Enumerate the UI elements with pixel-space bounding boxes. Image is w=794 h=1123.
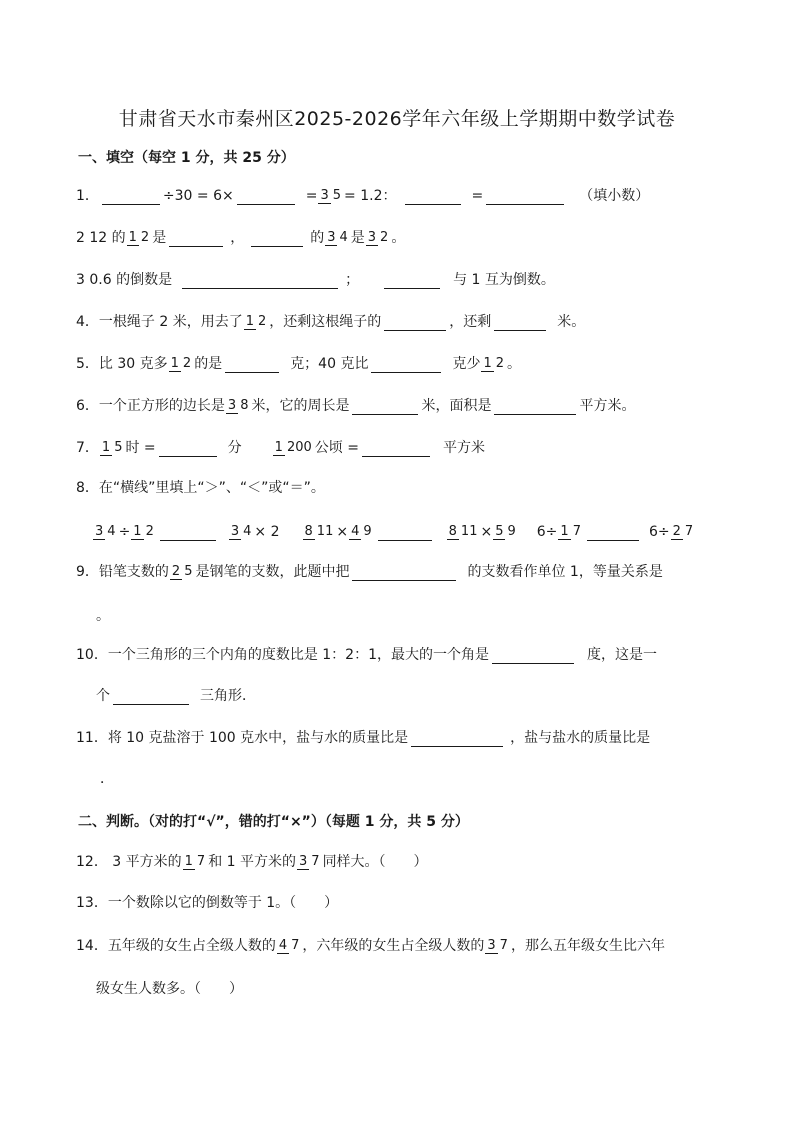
question-7 [76, 434, 485, 462]
question-text: 10．一个三角形的三个内角的度数比是 1：2：1，最大的一个角是 [76, 647, 489, 663]
question-number: 1． [76, 188, 99, 204]
question-text: 8．在“横线”里填上“＞”、“＜”或“＝”。 [76, 480, 325, 496]
answer-blank[interactable] [411, 730, 503, 747]
operator: ÷ [118, 524, 131, 540]
answer-blank[interactable] [405, 188, 461, 205]
answer-blank[interactable] [384, 272, 440, 289]
question-1 [76, 182, 649, 210]
question-text: 6．一个正方形的边长是 [76, 398, 225, 414]
answer-blank[interactable] [102, 188, 160, 205]
fraction: 1 2 [170, 356, 192, 371]
operator: × [336, 524, 349, 540]
answer-blank[interactable] [494, 314, 546, 331]
question-text: 平方米。 [579, 398, 636, 414]
fraction: 3 4 [95, 524, 116, 539]
question-text: ，盐与盐水的质量比是 [510, 730, 651, 746]
answer-blank[interactable] [486, 188, 564, 205]
question-text: 公顷 = [314, 440, 359, 456]
fraction: 3 4 [327, 230, 348, 245]
question-text: 11．将 10 克盐溶于 100 克水中，盐与水的质量比是 [76, 730, 409, 746]
answer-blank[interactable] [237, 188, 295, 205]
fraction: 1 2 [483, 356, 505, 371]
question-text: 是钢笔的支数，此题中把 [195, 564, 350, 580]
question-text: 14．五年级的女生占全级人数的 [76, 938, 276, 954]
question-text: 是 [152, 230, 167, 246]
question-text: ，那么五年级女生比六年 [510, 938, 665, 954]
operator: × [480, 524, 493, 540]
answer-blank[interactable] [587, 524, 639, 541]
fraction: 1 2 [128, 230, 150, 245]
question-14-continuation: 级女生人数多。（ ） [96, 981, 243, 997]
question-text: 克少 [452, 356, 481, 372]
fraction: 1 5 [101, 440, 123, 455]
answer-blank[interactable] [492, 647, 574, 664]
fraction: 8 11 [304, 524, 334, 539]
question-text: 9．铅笔支数的 [76, 564, 169, 580]
answer-blank[interactable] [160, 524, 216, 541]
question-9-continuation: 。 [96, 608, 110, 624]
question-10 [76, 641, 657, 669]
question-text: ，还剩 [449, 314, 492, 330]
question-text: 。 [391, 230, 406, 246]
question-14 [76, 932, 665, 960]
answer-blank[interactable] [362, 440, 430, 457]
question-text: ， [230, 230, 245, 246]
fraction: 3 8 [227, 398, 249, 413]
question-3 [76, 266, 555, 294]
fraction: 4 9 [351, 524, 372, 539]
fraction: 2 7 [672, 524, 694, 539]
answer-blank[interactable] [378, 524, 432, 541]
question-text: 分 [227, 440, 242, 456]
answer-blank[interactable] [352, 564, 456, 581]
fraction: 3 7 [299, 854, 320, 869]
question-text: = 1.2： [344, 188, 397, 204]
fraction: 1 2 [133, 524, 154, 539]
fraction: 5 9 [495, 524, 516, 539]
operator: × 2 [254, 524, 280, 540]
question-13 [76, 889, 338, 917]
question-text: 3 0.6 的倒数是 [76, 272, 173, 288]
operator: 6÷ [536, 524, 558, 540]
question-text: 12． 3 平方米的 [76, 854, 182, 870]
question-11-continuation: ． [100, 771, 114, 787]
fraction: 1 7 [184, 854, 206, 869]
fraction: 1 7 [560, 524, 581, 539]
question-5 [76, 350, 521, 378]
question-8 [76, 474, 325, 502]
question-text: 是 [350, 230, 365, 246]
fraction: 3 7 [487, 938, 508, 953]
page-title: 甘肃省天水市秦州区2025-2026学年六年级上学期期中数学试卷 [118, 108, 676, 130]
question-text: 5．比 30 克多 [76, 356, 168, 372]
question-text: 时 = [125, 440, 156, 456]
question-text: 米，面积是 [421, 398, 492, 414]
answer-blank[interactable] [371, 356, 441, 373]
question-12 [76, 848, 428, 876]
question-text: = [471, 188, 484, 204]
question-text: 的 [310, 230, 325, 246]
question-4 [76, 308, 585, 336]
question-text: 的是 [194, 356, 223, 372]
fraction: 3 2 [367, 230, 389, 245]
question-2 [76, 224, 405, 252]
fraction: 4 7 [278, 938, 300, 953]
question-hint: （填小数） [579, 188, 650, 204]
question-text: ，还剩这根绳子的 [269, 314, 382, 330]
question-10-continuation [96, 682, 256, 710]
question-text: 4．一根绳子 2 米，用去了 [76, 314, 243, 330]
answer-blank[interactable] [352, 398, 418, 415]
answer-blank[interactable] [182, 272, 338, 289]
answer-blank[interactable] [251, 230, 303, 247]
answer-blank[interactable] [494, 398, 576, 415]
question-text: ，六年级的女生占全级人数的 [302, 938, 485, 954]
question-text: 克；40 克比 [290, 356, 369, 372]
fraction: 3 5 [320, 188, 342, 203]
question-11 [76, 724, 650, 752]
answer-blank[interactable] [225, 356, 279, 373]
question-text: 。 [507, 356, 522, 372]
question-text: 个 [96, 688, 110, 704]
operator: 6÷ [648, 524, 670, 540]
comparison-row [92, 516, 696, 548]
answer-blank[interactable] [384, 314, 446, 331]
section-heading-true-false: 二、判断。（对的打“√”，错的打“×”）（每题 1 分，共 5 分） [78, 814, 469, 830]
question-text: 和 1 平方米的 [208, 854, 296, 870]
section-heading-fill-blank: 一、填空（每空 1 分，共 25 分） [78, 150, 295, 166]
question-text: 同样大。（ ） [322, 854, 428, 870]
question-9 [76, 558, 663, 586]
question-number: 7． [76, 440, 99, 456]
question-text: 的支数看作单位 1，等量关系是 [467, 564, 663, 580]
fraction: 3 4 [230, 524, 252, 539]
answer-blank[interactable] [159, 440, 217, 457]
fraction: 8 11 [448, 524, 478, 539]
question-text: 度，这是一 [587, 647, 657, 663]
question-text: 平方米 [442, 440, 485, 456]
fraction: 1 2 [245, 314, 267, 329]
question-text: 米，它的周长是 [251, 398, 350, 414]
question-text: ； [345, 272, 360, 288]
question-text: 与 1 互为倒数。 [453, 272, 555, 288]
question-text: 2 12 的 [76, 230, 126, 246]
question-6 [76, 392, 635, 420]
question-text: ÷30 = 6× [162, 188, 234, 204]
fraction: 2 5 [171, 564, 193, 579]
answer-blank[interactable] [169, 230, 223, 247]
fraction: 1 200 [274, 440, 312, 455]
question-text: 米。 [557, 314, 586, 330]
question-text: 13．一个数除以它的倒数等于 1。（ ） [76, 895, 339, 911]
question-text: = [305, 188, 318, 204]
question-text: 三角形． [200, 688, 256, 704]
answer-blank[interactable] [113, 688, 189, 705]
